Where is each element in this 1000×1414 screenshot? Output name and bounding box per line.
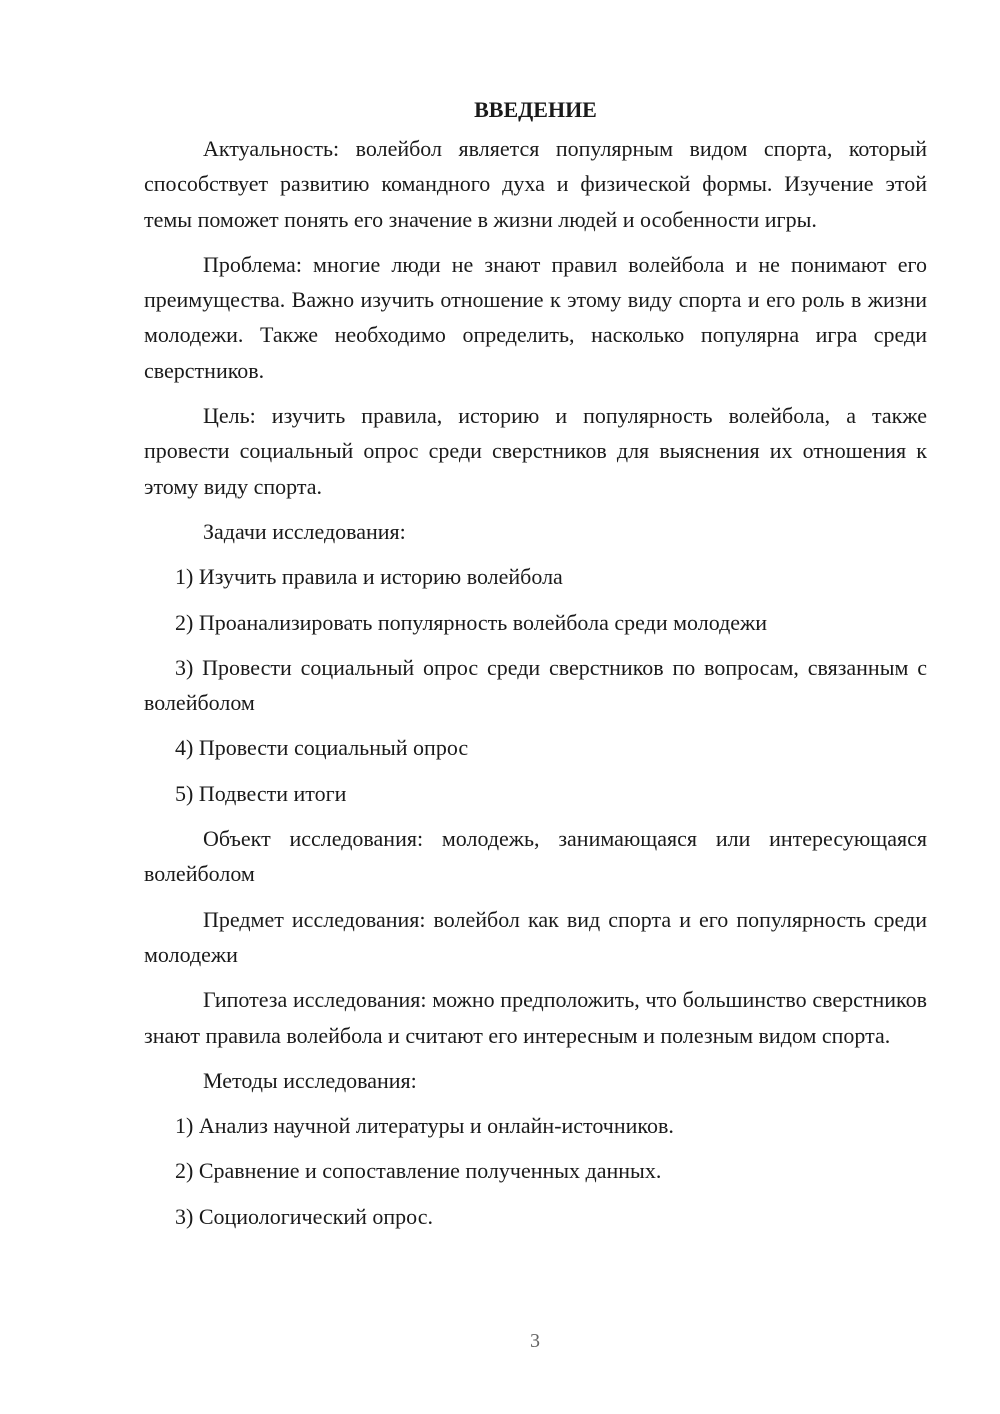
subject-paragraph: Предмет исследования: волейбол как вид спорта и его популярность среди молодежи (144, 906, 927, 967)
task-item-4: 4) Провести социальный опрос (175, 735, 469, 761)
section-title: ВВЕДЕНИЕ (474, 97, 597, 122)
task-item-1: 1) Изучить правила и историю волейбола (175, 564, 563, 590)
document-page (144, 92, 927, 1244)
relevance-paragraph: Актуальность: волейбол является популярным видом спорта, который способствует развитию командного духа и физической формы. Изучение этой темы поможет понять его значение в жизни людей и особенности игры. (144, 136, 927, 232)
methods-heading: Методы исследования: (203, 1067, 417, 1093)
task-item-5: 5) Подвести итоги (175, 780, 347, 806)
task-item-3: 3) Провести социальный опрос среди сверстников по вопросам, связанным с волейболом (144, 654, 927, 716)
tasks-heading: Задачи исследования: (203, 518, 406, 544)
problem-paragraph: Проблема: многие люди не знают правил волейбола и не понимают его преимущества. Важно изучить отношение к этому виду спорта и его роль в жизни молодежи. Также необходимо определить, насколько популярна игра среди сверстников. (144, 251, 927, 383)
goal-paragraph: Цель: изучить правила, историю и популярность волейбола, а также провести социальный опрос среди сверстников для выяснения их отношения к этому виду спорта. (144, 403, 927, 499)
method-item-2: 2) Сравнение и сопоставление полученных данных. (175, 1158, 662, 1184)
object-paragraph: Объект исследования: молодежь, занимающаяся или интересующаяся волейболом (144, 826, 927, 887)
page-number: 3 (530, 1330, 540, 1352)
hypothesis-paragraph: Гипотеза исследования: можно предположить, что большинство сверстников знают правила волейбола и считают его интересным и полезным видом спорта. (144, 987, 927, 1048)
method-item-3: 3) Социологический опрос. (175, 1203, 433, 1229)
task-item-2: 2) Проанализировать популярность волейбола среди молодежи (175, 609, 768, 635)
method-item-1: 1) Анализ научной литературы и онлайн-источников. (175, 1113, 674, 1139)
